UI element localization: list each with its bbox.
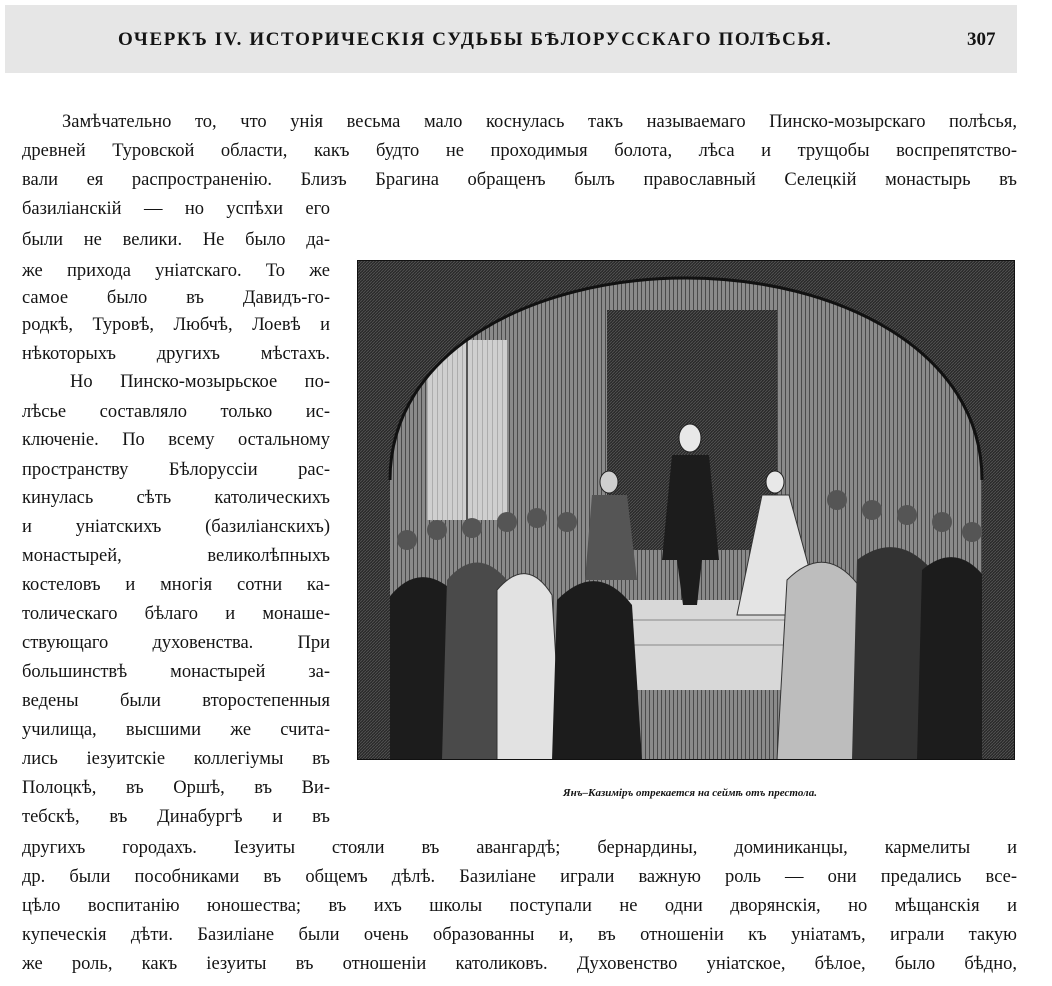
text-line: купеческія дѣти. Базиліане были очень образованны и, въ отношеніи къ уніатамъ, играли такую [22, 925, 1017, 945]
text-line: др. были пособниками въ общемъ дѣлѣ. Базиліане играли важную роль — они предались все- [22, 867, 1017, 887]
page-number: 307 [967, 29, 996, 50]
text-line: цѣло воспитанію юношества; въ ихъ школы поступали не одни дворянскія, но мѣщанскія и [22, 896, 1017, 916]
text-line: другихъ городахъ. Іезуиты стояли въ авангардѣ; бернардины, доминиканцы, кармелиты и [22, 838, 1017, 858]
running-header [5, 5, 1017, 73]
text-line: тебскѣ, въ Динабургѣ и въ [22, 807, 330, 827]
engraving-illustration [357, 260, 1015, 760]
illustration-caption: Янъ–Казиміръ отрекается на сеймѣ отъ престола. [563, 787, 817, 799]
text-line: же прихода уніатскаго. То же [22, 261, 330, 281]
text-line: лѣсье составляло только ис- [22, 402, 330, 422]
text-line: были не велики. Не было да- [22, 230, 330, 250]
text-line: вали ея распространенію. Близъ Брагина обращенъ былъ православный Селецкій монастырь въ [22, 170, 1017, 190]
text-line: базиліанскій — но успѣхи его [22, 199, 330, 219]
text-line: Замѣчательно то, что унія весьма мало коснулась такъ называемаго Пинско-мозырскаго полѣсья, [62, 112, 1017, 132]
text-line: родкѣ, Туровѣ, Любчѣ, Лоевѣ и [22, 315, 330, 335]
text-line: костеловъ и многія сотни ка- [22, 575, 330, 595]
running-title: ОЧЕРКЪ IV. ИСТОРИЧЕСКІЯ СУДЬБЫ БѢЛОРУССКАГО ПОЛѢСЬЯ. [118, 29, 833, 50]
text-line: Но Пинско-мозырьское по- [70, 372, 330, 392]
text-line: Полоцкѣ, въ Оршѣ, въ Ви- [22, 778, 330, 798]
text-line: училища, высшими же счита- [22, 720, 330, 740]
text-line: и уніатскихъ (базиліанскихъ) [22, 517, 330, 537]
text-line: же роль, какъ іезуиты въ отношеніи католиковъ. Духовенство уніатское, бѣлое, было бѣдно, [22, 954, 1017, 974]
text-line: нѣкоторыхъ другихъ мѣстахъ. [22, 344, 330, 364]
text-line: монастырей, великолѣпныхъ [22, 546, 330, 566]
text-line: ствующаго духовенства. При [22, 633, 330, 653]
text-line: пространству Бѣлоруссіи рас- [22, 460, 330, 480]
text-line: самое было въ Давидъ-го- [22, 288, 330, 308]
text-line: древней Туровской области, какъ будто не проходимыя болота, лѣса и трущобы воспрепятство- [22, 141, 1017, 161]
text-line: большинствѣ монастырей за- [22, 662, 330, 682]
text-line: толическаго бѣлаго и монаше- [22, 604, 330, 624]
text-line: ключеніе. По всему остальному [22, 430, 330, 450]
text-line: ведены были второстепенныя [22, 691, 330, 711]
text-line: лись іезуитскіе коллегіумы въ [22, 749, 330, 769]
text-line: кинулась сѣть католическихъ [22, 488, 330, 508]
